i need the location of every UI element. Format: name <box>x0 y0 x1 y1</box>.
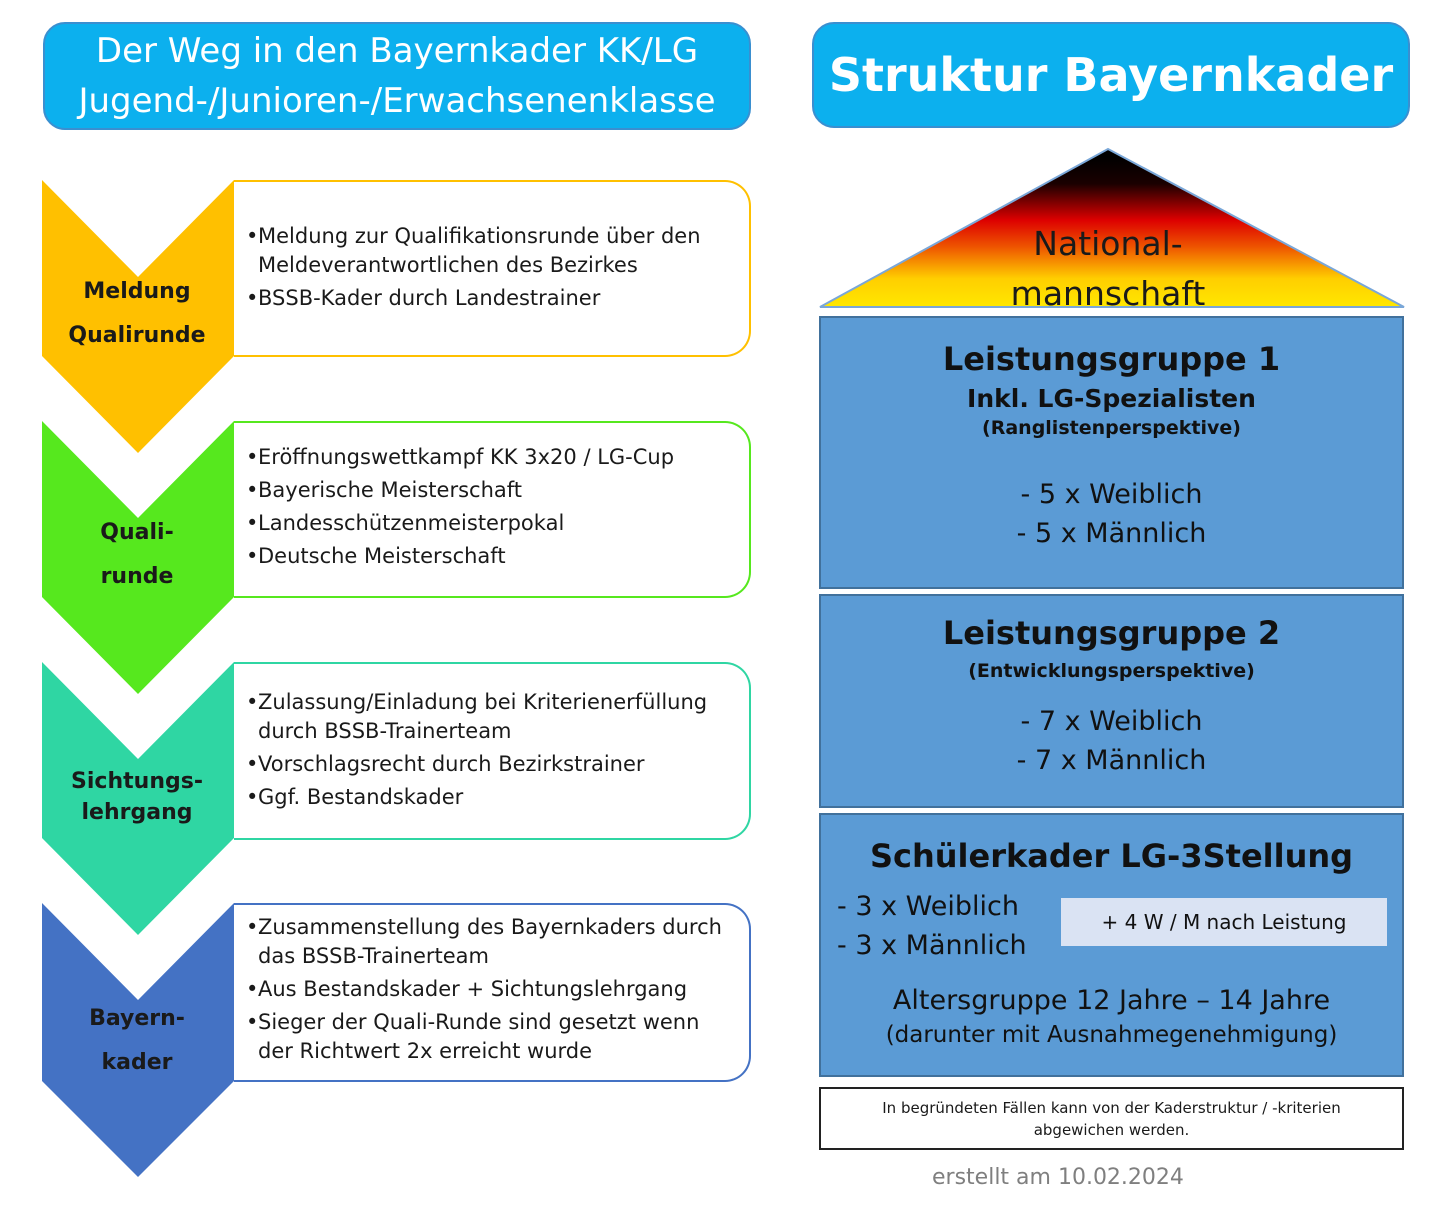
lg1-note: (Ranglistenperspektive) <box>982 417 1241 439</box>
process-header-line2: Jugend-/Junioren-/Erwachsenenklasse <box>78 81 716 121</box>
step2-item: • Landesschützenmeisterpokal <box>246 509 739 538</box>
chevron-qualirunde <box>42 421 236 694</box>
chevron-meldung-qualirunde <box>42 180 236 453</box>
step2-item: • Bayerische Meisterschaft <box>246 476 739 505</box>
chevron-label-3: Sichtungs- lehrgang <box>71 769 203 825</box>
step-box-sichtungslehrgang <box>234 662 751 840</box>
schueler-extra-badge: + 4 W / M nach Leistung <box>1061 898 1387 946</box>
leistungsgruppe-2-panel <box>819 594 1404 808</box>
step3-item: • Vorschlagsrecht durch Bezirkstrainer <box>246 750 739 779</box>
lg1-male: - 5 x Männlich <box>1016 518 1207 549</box>
step3-item: • Zulassung/Einladung bei Kriterienerfüllung durch BSSB-Trainerteam <box>246 688 739 746</box>
step-box-meldung <box>234 180 751 357</box>
lg2-note: (Entwicklungsperspektive) <box>968 660 1255 682</box>
step2-item: • Deutsche Meisterschaft <box>246 542 739 571</box>
disclaimer-box <box>819 1087 1404 1150</box>
chevron-bayernkader <box>42 903 236 1177</box>
chevron-label-1: Meldung Qualirunde <box>68 279 206 348</box>
step-box-qualirunde <box>234 421 751 598</box>
schueler-age: Altersgruppe 12 Jahre – 14 Jahre <box>892 985 1331 1016</box>
schueler-male: - 3 x Männlich <box>837 930 1027 961</box>
chevron-sichtungslehrgang <box>42 662 236 935</box>
process-header-line1: Der Weg in den Bayernkader KK/LG <box>95 31 699 71</box>
chevron-label-4: Bayern- kader <box>89 1006 185 1075</box>
lg1-subtitle: Inkl. LG-Spezialisten <box>967 384 1256 413</box>
lg2-male: - 7 x Männlich <box>1016 745 1207 776</box>
disclaimer-line2: abgewichen werden. <box>1033 1121 1190 1139</box>
disclaimer-line1: In begründeten Fällen kann von der Kaderstruktur / -kriterien <box>882 1099 1341 1117</box>
schueler-age-note: (darunter mit Ausnahmegenehmigung) <box>885 1022 1338 1048</box>
step-box-bayernkader <box>234 903 751 1082</box>
structure-header <box>812 22 1410 128</box>
roof-label-line1: National- <box>1033 224 1183 263</box>
schueler-title: Schülerkader LG-3Stellung <box>869 837 1354 875</box>
step1-item: • BSSB-Kader durch Landestrainer <box>246 284 739 313</box>
lg2-title: Leistungsgruppe 2 <box>942 614 1281 652</box>
schueler-female: - 3 x Weiblich <box>837 891 1019 922</box>
lg1-title: Leistungsgruppe 1 <box>942 340 1281 378</box>
structure-title: Struktur Bayernkader <box>828 48 1394 102</box>
nationalmannschaft-roof <box>818 147 1406 309</box>
lg1-female: - 5 x Weiblich <box>1020 479 1203 510</box>
step4-item: • Zusammenstellung des Bayernkaders durch das BSSB-Trainerteam <box>246 913 739 971</box>
step2-item: • Eröffnungswettkampf KK 3x20 / LG-Cup <box>246 443 739 472</box>
process-header <box>43 22 751 130</box>
schuelerkader-panel <box>819 813 1404 1077</box>
step1-item: • Meldung zur Qualifikationsrunde über den Meldeverantwortlichen des Bezirkes <box>246 222 739 280</box>
chevron-label-2: Quali- runde <box>100 520 174 589</box>
step3-item: • Ggf. Bestandskader <box>246 783 739 812</box>
step4-item: • Aus Bestandskader + Sichtungslehrgang <box>246 975 739 1004</box>
schueler-quota <box>837 887 1027 965</box>
leistungsgruppe-1-panel <box>819 316 1404 589</box>
roof-label-line2: mannschaft <box>1010 274 1206 309</box>
lg2-female: - 7 x Weiblich <box>1020 706 1203 737</box>
step4-item: • Sieger der Quali-Runde sind gesetzt wenn der Richtwert 2x erreicht wurde <box>246 1008 739 1066</box>
created-date: erstellt am 10.02.2024 <box>932 1165 1184 1190</box>
